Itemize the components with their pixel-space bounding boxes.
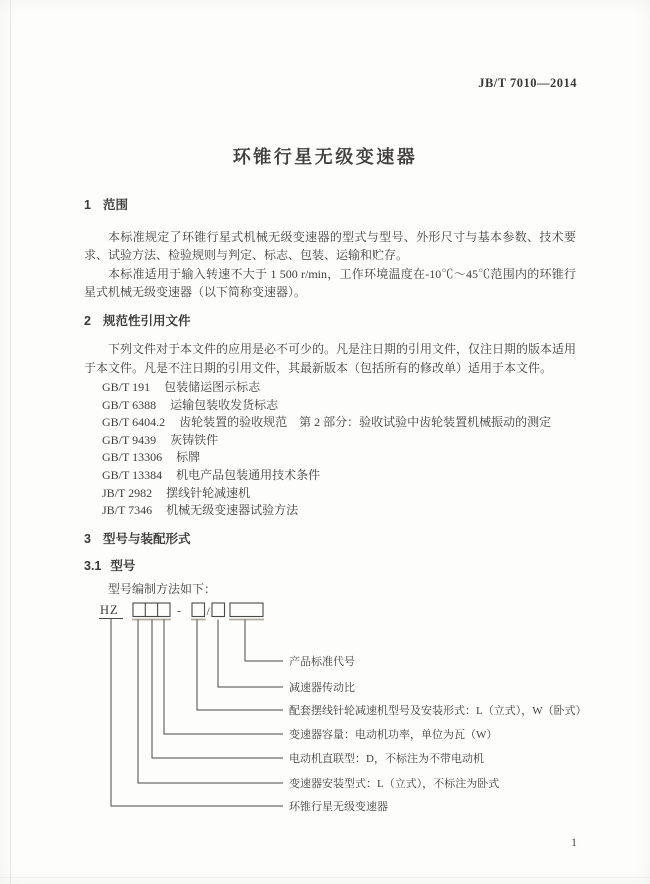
scan-edge-line (10, 0, 11, 884)
model-code-intro: 型号编制方法如下： (108, 581, 217, 596)
model-dash-text: - (177, 603, 181, 618)
reference-code: GB/T 6388 (102, 397, 157, 412)
page-number: 1 (571, 835, 577, 849)
section-1-number: 1 (84, 198, 91, 212)
reference-title: 灰铸铁件 (170, 432, 219, 447)
model-slash-text: / (206, 604, 210, 619)
reference-code: JB/T 7346 (102, 503, 153, 518)
diagram-label-variator-name: 环锥行星无级变速器 (289, 801, 388, 814)
reference-item (102, 397, 576, 415)
section-3-1-number: 3.1 (84, 559, 102, 574)
diagram-label-cycloid-reducer-model: 配套摆线针轮减速机型号及安装形式：L（立式），W（卧式） (289, 705, 587, 718)
reference-title: 齿轮装置的验收规范 第 2 部分：验收试验中齿轮装置机械振动的测定 (179, 415, 552, 430)
reference-title: 机械无级变速器试验方法 (166, 503, 299, 518)
diagram-label-motor-direct-type: 电动机直联型：D，不标注为不带电动机 (289, 753, 484, 766)
reference-code: GB/T 13306 (102, 450, 163, 465)
section-3-heading (84, 530, 576, 549)
scan-edge-line-bottom (0, 877, 650, 878)
model-box-b (212, 603, 225, 617)
reference-item (102, 379, 576, 397)
section-2-title: 规范性引用文件 (102, 313, 191, 328)
leader-lines (111, 619, 283, 807)
model-box-group (132, 603, 171, 620)
reference-title: 摆线针轮减速机 (166, 485, 251, 500)
reference-title: 机电产品包装通用技术条件 (176, 467, 321, 482)
standard-code-header: JB/T 7010—2014 (478, 76, 577, 90)
section-3-1-title: 型号 (110, 559, 136, 574)
section-3-title: 型号与装配形式 (102, 531, 191, 546)
reference-item (102, 502, 576, 520)
reference-code: GB/T 13384 (102, 467, 163, 482)
section-1-paragraph-2: 本标准适用于输入转速不大于 1 500 r/min，工作环境温度在-10℃～45℃范围内的环锥行星式机械无级变速器（以下简称变速器）。 (84, 266, 576, 299)
model-box-a (191, 603, 206, 620)
section-1-paragraph-1: 本标准规定了环锥行星式机械无级变速器的型式与型号、外形尺寸与基本参数、技术要求、试验方法、检验规则与判定、标志、包装、运输和贮存。 (84, 229, 576, 262)
diagram-label-reducer-ratio: 减速器传动比 (289, 682, 355, 695)
reference-code: GB/T 191 (102, 380, 151, 394)
document-title: 环锥行星无级变速器 (232, 147, 418, 167)
section-2-paragraph-1: 下列文件对于本文件的应用是必不可少的。凡是注日期的引用文件，仅注日期的版本适用于本文件。凡是不注日期的引用文件，其最新版本（包括所有的修改单）适用于本文件。 (84, 342, 577, 375)
reference-code: GB/T 9439 (102, 432, 157, 447)
reference-code: GB/T 6404.2 (102, 415, 166, 430)
section-3-1-heading (84, 557, 576, 576)
reference-title: 运输包装收发货标志 (170, 397, 279, 412)
reference-item (102, 432, 576, 450)
reference-item (102, 467, 576, 485)
section-1-heading (84, 196, 576, 215)
diagram-label-mounting-type: 变速器安装型式：L（立式），不标注为卧式 (289, 778, 500, 791)
reference-item (102, 449, 576, 467)
section-2-number: 2 (84, 313, 91, 328)
section-2-heading (84, 312, 576, 331)
diagram-label-variator-capacity: 变速器容量：电动机功率，单位为瓦（W） (289, 729, 498, 742)
reference-item (102, 485, 576, 503)
model-designation-diagram (84, 599, 624, 819)
reference-code: JB/T 2982 (102, 485, 153, 500)
section-1-title: 范围 (102, 198, 128, 212)
reference-title: 包装储运图示标志 (164, 380, 261, 394)
reference-item (102, 414, 576, 432)
section-3-number: 3 (84, 531, 91, 546)
model-box-wide (229, 603, 264, 620)
reference-title: 标牌 (176, 450, 201, 465)
model-prefix-text: HZ (100, 603, 119, 618)
normative-references-list (84, 379, 576, 520)
diagram-label-product-standard-code: 产品标准代号 (289, 656, 355, 669)
document-body (84, 196, 587, 819)
